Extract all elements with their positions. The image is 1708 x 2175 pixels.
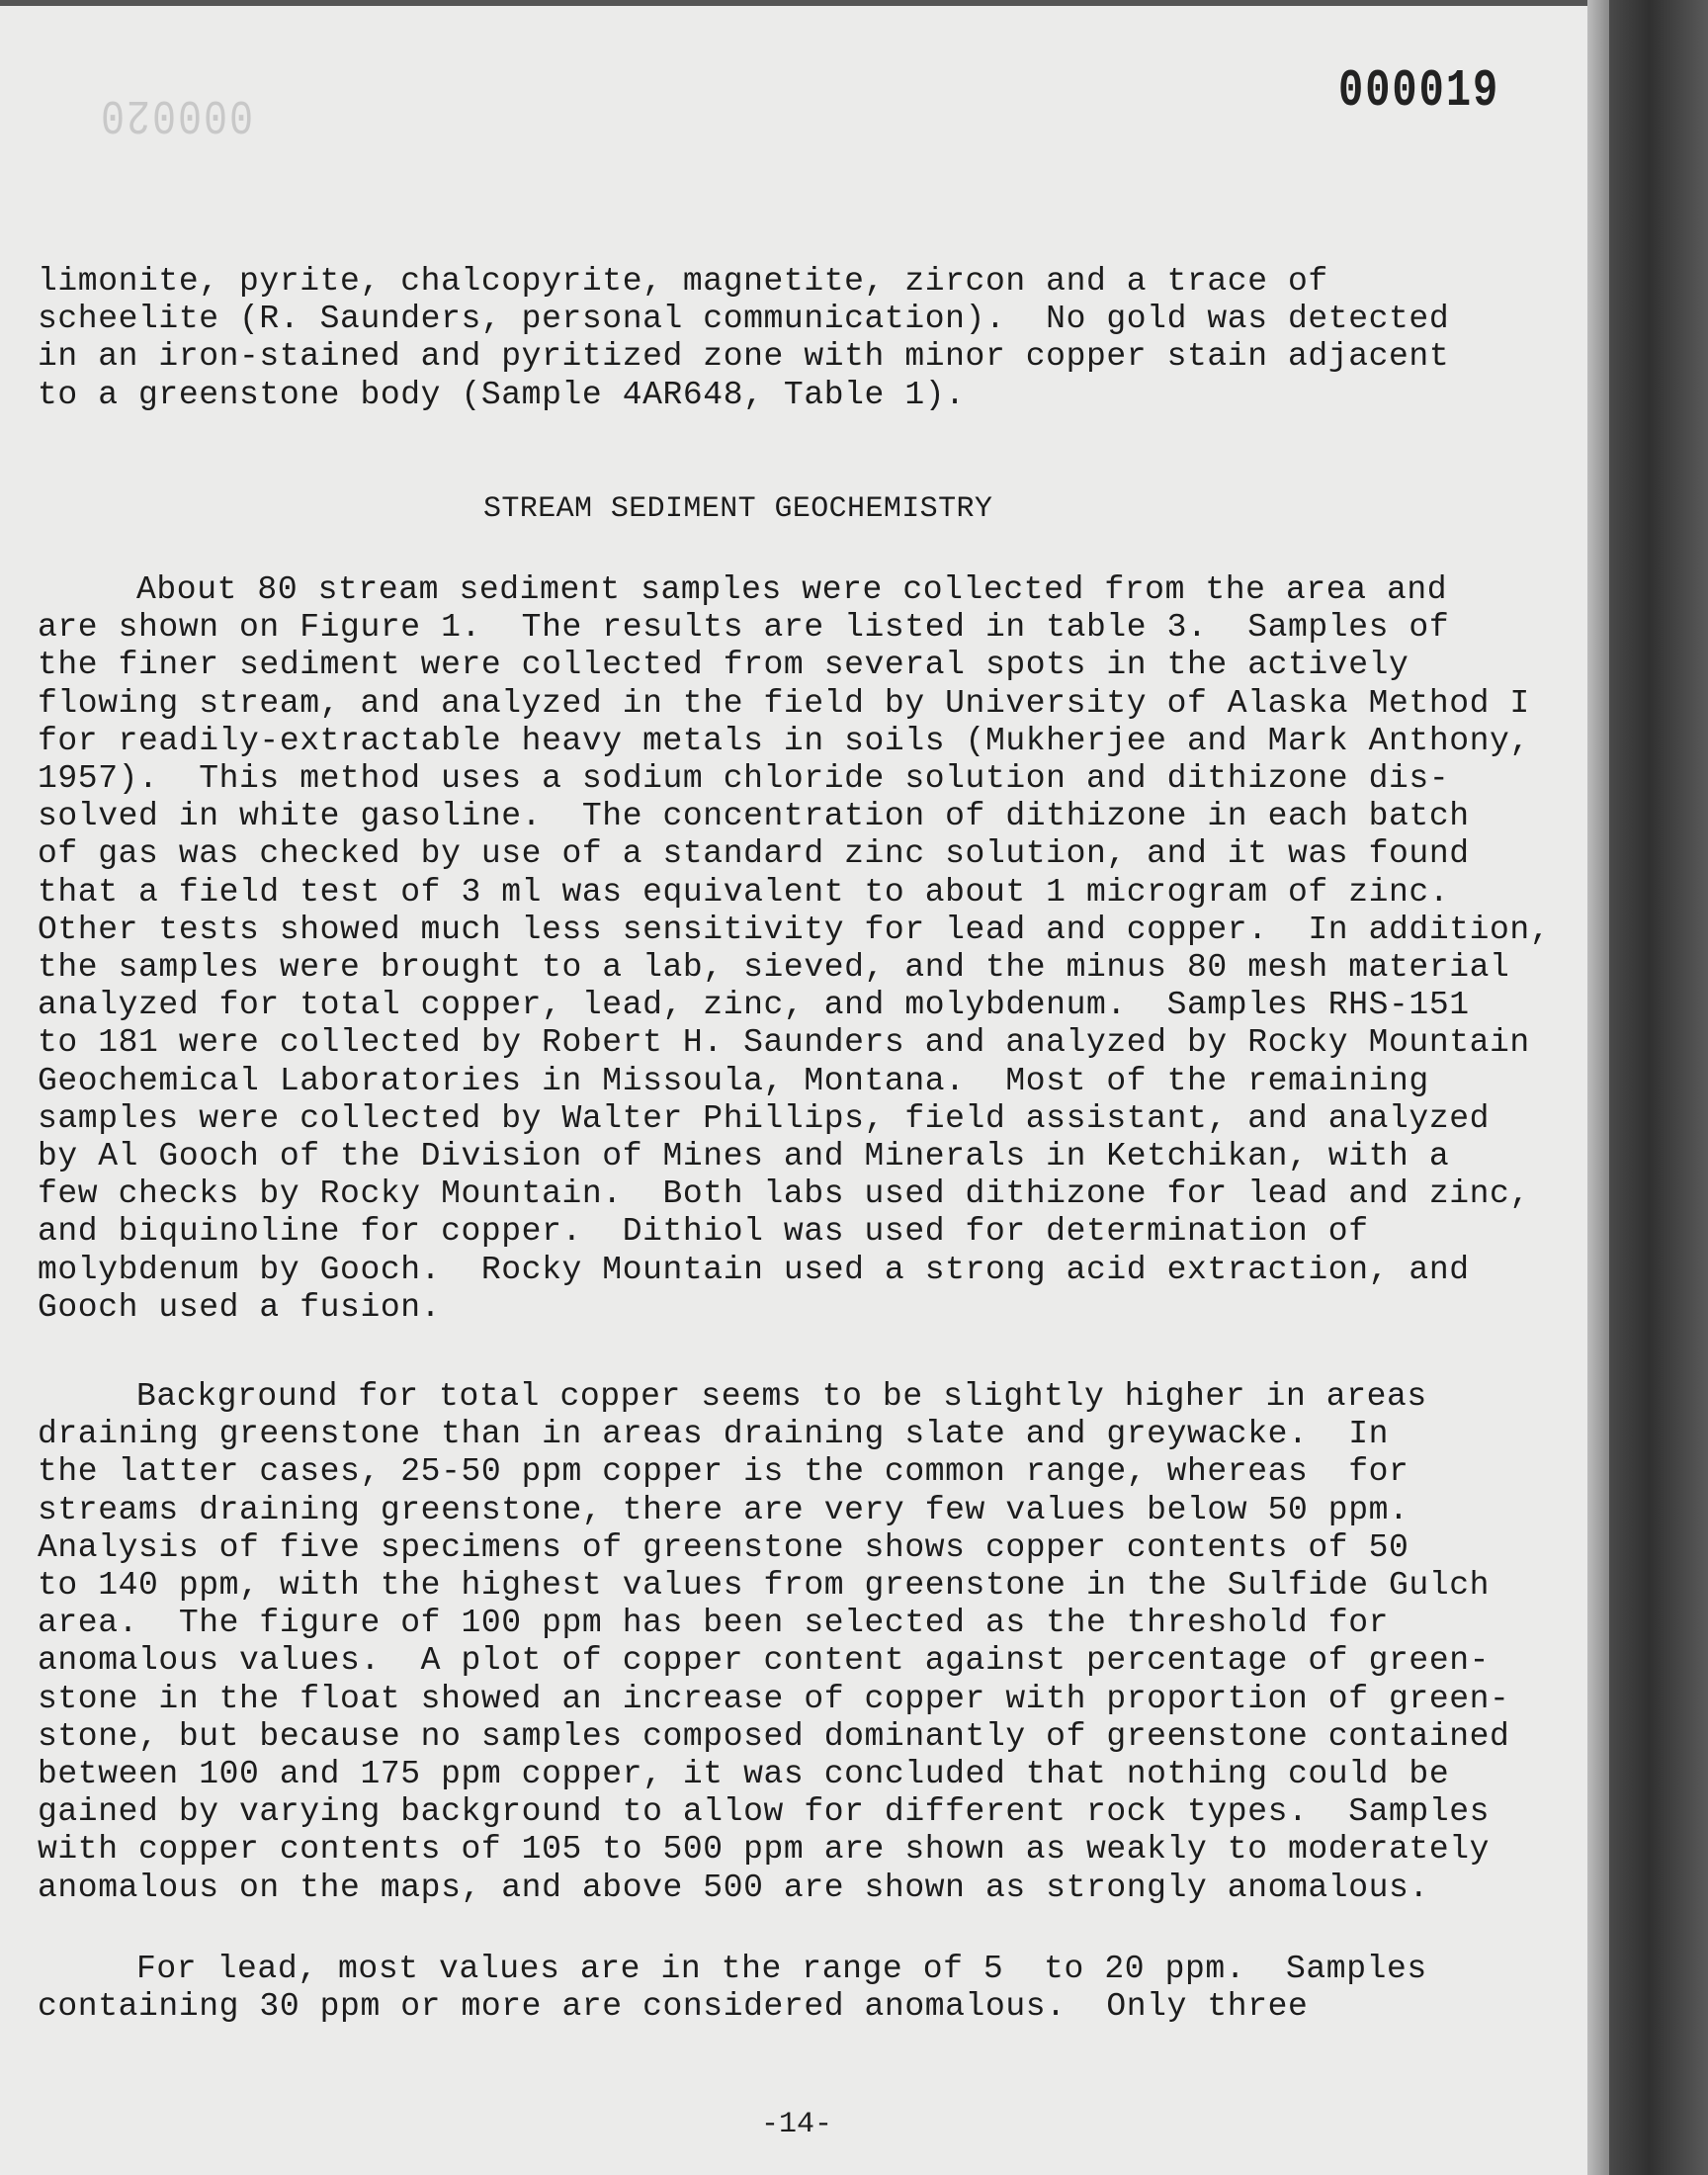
text-line: few checks by Rocky Mountain. Both labs used dithizone for lead and zinc, bbox=[38, 1175, 1530, 1213]
text-line: scheelite (R. Saunders, personal communication). No gold was detected bbox=[38, 301, 1450, 338]
paragraph-4 bbox=[38, 1951, 1427, 2026]
text-line: the latter cases, 25-50 ppm copper is the common range, whereas for bbox=[38, 1453, 1409, 1491]
text-line: stone in the float showed an increase of copper with proportion of green- bbox=[38, 1680, 1510, 1717]
text-line: About 80 stream sediment samples were collected from the area and bbox=[136, 571, 1448, 608]
document-number: 000019 bbox=[1338, 61, 1500, 121]
text-line: solved in white gasoline. The concentration of dithizone in each batch bbox=[38, 798, 1470, 835]
text-line: Geochemical Laboratories in Missoula, Montana. Most of the remaining bbox=[38, 1062, 1429, 1099]
text-line: Other tests showed much less sensitivity for lead and copper. In addition, bbox=[38, 911, 1551, 948]
text-line: are shown on Figure 1. The results are listed in table 3. Samples of bbox=[38, 609, 1450, 647]
text-line: with copper contents of 105 to 500 ppm are shown as weakly to moderately bbox=[38, 1831, 1491, 1869]
text-line: of gas was checked by use of a standard zinc solution, and it was found bbox=[38, 835, 1470, 873]
text-line: gained by varying background to allow for different rock types. Samples bbox=[38, 1793, 1491, 1831]
text-line: between 100 and 175 ppm copper, it was concluded that nothing could be bbox=[38, 1756, 1450, 1793]
text-line: anomalous on the maps, and above 500 are shown as strongly anomalous. bbox=[38, 1869, 1429, 1906]
text-line: Analysis of five specimens of greenstone shows copper contents of 50 bbox=[38, 1528, 1409, 1566]
page-edge bbox=[1587, 0, 1609, 2175]
text-line: molybdenum by Gooch. Rocky Mountain used a strong acid extraction, and bbox=[38, 1251, 1470, 1288]
text-line: area. The figure of 100 ppm has been selected as the threshold for bbox=[38, 1605, 1390, 1642]
text-line: to 181 were collected by Robert H. Saunders and analyzed by Rocky Mountain bbox=[38, 1024, 1530, 1062]
scan-dark-margin bbox=[1609, 0, 1708, 2175]
text-line: Gooch used a fusion. bbox=[38, 1288, 442, 1326]
text-line: in an iron-stained and pyritized zone with minor copper stain adjacent bbox=[38, 338, 1450, 376]
text-line: limonite, pyrite, chalcopyrite, magnetite, zircon and a trace of bbox=[38, 263, 1328, 300]
section-heading: STREAM SEDIMENT GEOCHEMISTRY bbox=[483, 492, 993, 526]
text-line: the finer sediment were collected from several spots in the actively bbox=[38, 647, 1409, 684]
page-number: -14- bbox=[761, 2108, 833, 2141]
paragraph-3 bbox=[38, 1378, 1509, 1907]
text-line: to a greenstone body (Sample 4AR648, Table 1). bbox=[38, 376, 966, 413]
text-line: containing 30 ppm or more are considered anomalous. Only three bbox=[38, 1988, 1309, 2026]
faded-stamp: 000020 bbox=[99, 86, 254, 140]
paragraph-2 bbox=[38, 571, 1550, 1327]
text-line: for readily-extractable heavy metals in soils (Mukherjee and Mark Anthony, bbox=[38, 722, 1530, 759]
text-line: draining greenstone than in areas draining slate and greywacke. In bbox=[38, 1416, 1390, 1453]
text-line: flowing stream, and analyzed in the field by University of Alaska Method I bbox=[38, 684, 1530, 722]
text-line: to 140 ppm, with the highest values from greenstone in the Sulfide Gulch bbox=[38, 1567, 1491, 1605]
scan-top-border bbox=[0, 0, 1708, 6]
text-line: samples were collected by Walter Phillips, field assistant, and analyzed bbox=[38, 1099, 1491, 1137]
paragraph-1 bbox=[38, 263, 1449, 414]
text-line: and biquinoline for copper. Dithiol was used for determination of bbox=[38, 1213, 1369, 1251]
text-line: by Al Gooch of the Division of Mines and Minerals in Ketchikan, with a bbox=[38, 1138, 1450, 1175]
text-line: For lead, most values are in the range of 5 to 20 ppm. Samples bbox=[136, 1951, 1427, 1987]
text-line: stone, but because no samples composed dominantly of greenstone contained bbox=[38, 1717, 1510, 1755]
text-line: Background for total copper seems to be slightly higher in areas bbox=[136, 1378, 1427, 1415]
text-line: that a field test of 3 ml was equivalent to about 1 microgram of zinc. bbox=[38, 873, 1450, 911]
text-line: the samples were brought to a lab, sieved, and the minus 80 mesh material bbox=[38, 949, 1510, 987]
text-line: analyzed for total copper, lead, zinc, and molybdenum. Samples RHS-151 bbox=[38, 987, 1470, 1024]
text-line: 1957). This method uses a sodium chloride solution and dithizone dis- bbox=[38, 760, 1450, 798]
text-line: anomalous values. A plot of copper content against percentage of green- bbox=[38, 1642, 1491, 1680]
text-line: streams draining greenstone, there are very few values below 50 ppm. bbox=[38, 1491, 1409, 1528]
